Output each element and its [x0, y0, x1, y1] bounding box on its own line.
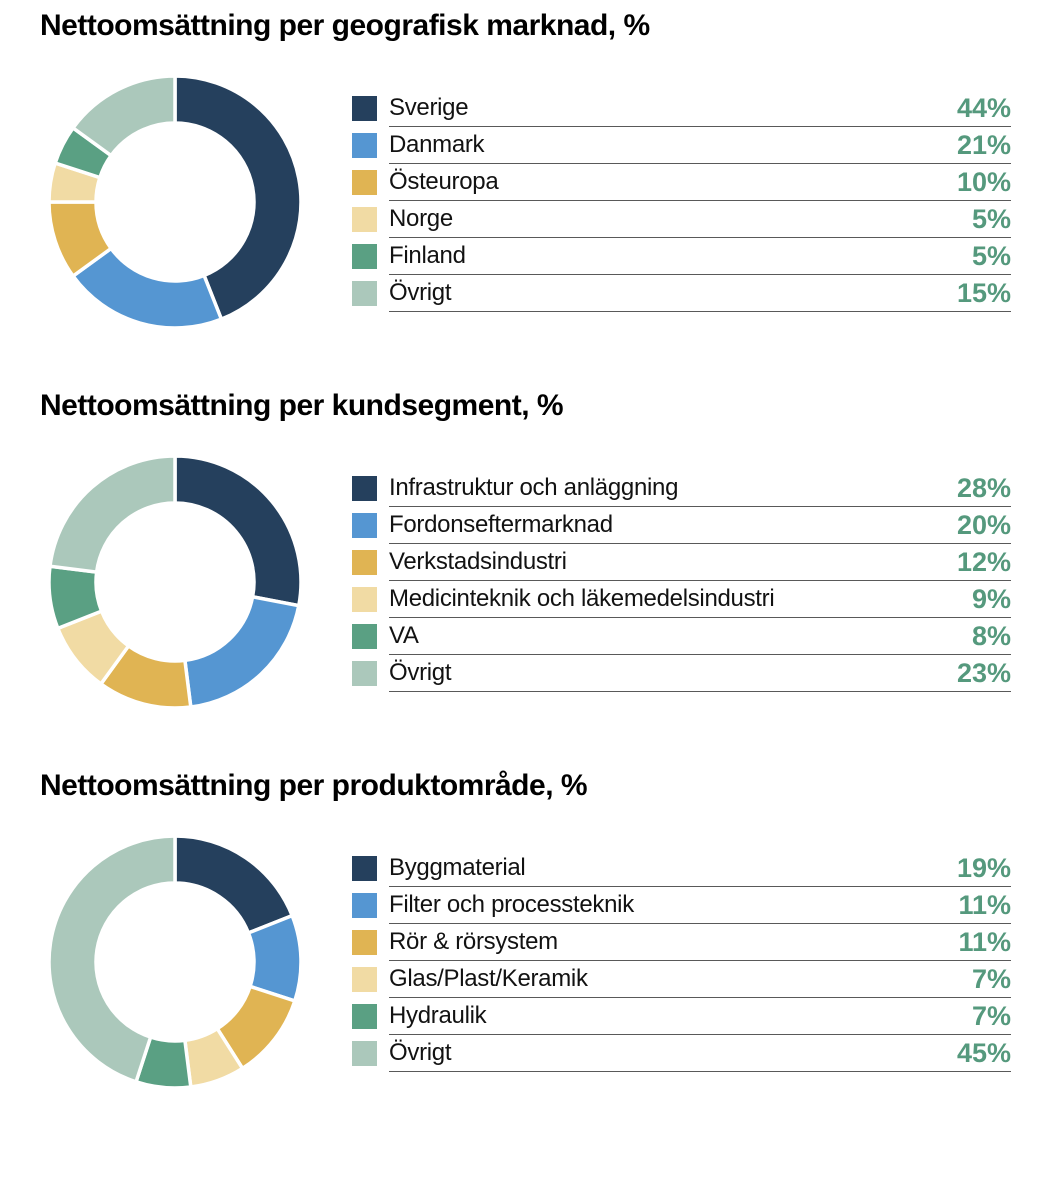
legend-divider-line — [389, 544, 1011, 581]
legend-divider-line — [389, 887, 1011, 924]
legend-row — [352, 618, 1011, 655]
legend-row — [352, 581, 1011, 618]
legend-row — [352, 164, 1011, 201]
donut-svg — [45, 452, 305, 712]
legend-value: 20% — [956, 509, 1011, 540]
donut-slice — [185, 597, 299, 707]
legend-label: Norge — [389, 205, 453, 232]
legend-value: 5% — [971, 240, 1011, 271]
legend-divider-line — [389, 238, 1011, 275]
legend-value: 10% — [956, 166, 1011, 197]
legend-label: Byggmaterial — [389, 854, 526, 881]
legend-swatch — [352, 170, 377, 195]
legend-swatch — [352, 476, 377, 501]
donut-svg — [45, 832, 305, 1092]
legend-swatch — [352, 207, 377, 232]
legend-row — [352, 998, 1011, 1035]
legend-label: Sverige — [389, 94, 469, 121]
legend-divider-line — [389, 850, 1011, 887]
legend-swatch — [352, 1041, 377, 1066]
donut-svg — [45, 72, 305, 332]
legend-row — [352, 238, 1011, 275]
legend-divider-line — [389, 655, 1011, 692]
legend-label: Finland — [389, 242, 466, 269]
legend-row — [352, 544, 1011, 581]
section-product-area — [0, 760, 1039, 1102]
legend-label: VA — [389, 622, 419, 649]
legend-label: Infrastruktur och anläggning — [389, 474, 679, 501]
legend-value: 11% — [958, 889, 1011, 920]
chart-legend — [352, 470, 1011, 692]
legend-swatch — [352, 624, 377, 649]
legend-row — [352, 655, 1011, 692]
legend-row — [352, 887, 1011, 924]
legend-swatch — [352, 244, 377, 269]
legend-label: Övrigt — [389, 659, 452, 686]
legend-divider-line — [389, 961, 1011, 998]
legend-divider-line — [389, 164, 1011, 201]
legend-value: 11% — [958, 926, 1011, 957]
legend-row — [352, 127, 1011, 164]
legend-swatch — [352, 661, 377, 686]
donut-chart — [45, 72, 305, 342]
legend-value: 15% — [956, 277, 1011, 308]
legend-label: Medicinteknik och läkemedelsindustri — [389, 585, 775, 612]
legend-value: 5% — [971, 203, 1011, 234]
legend-divider-line — [389, 1035, 1011, 1072]
legend-row — [352, 961, 1011, 998]
legend-label: Filter och processteknik — [389, 891, 634, 918]
legend-swatch — [352, 856, 377, 881]
legend-label: Fordonseftermarknad — [389, 511, 613, 538]
legend-divider-line — [389, 90, 1011, 127]
legend-divider-line — [389, 998, 1011, 1035]
legend-label: Danmark — [389, 131, 485, 158]
legend-row — [352, 850, 1011, 887]
legend-row — [352, 924, 1011, 961]
legend-swatch — [352, 281, 377, 306]
section-content — [40, 64, 1011, 342]
legend-divider-line — [389, 127, 1011, 164]
legend-label: Verkstadsindustri — [389, 548, 567, 575]
section-customer-segment — [0, 380, 1039, 722]
legend-swatch — [352, 550, 377, 575]
legend-label: Hydraulik — [389, 1002, 487, 1029]
legend-value: 45% — [956, 1037, 1011, 1068]
legend-row — [352, 470, 1011, 507]
legend-value: 7% — [971, 1000, 1011, 1031]
legend-divider-line — [389, 201, 1011, 238]
legend-swatch — [352, 967, 377, 992]
legend-value: 9% — [971, 583, 1011, 614]
legend-divider-line — [389, 275, 1011, 312]
legend-row — [352, 507, 1011, 544]
legend-value: 7% — [971, 963, 1011, 994]
legend-divider-line — [389, 581, 1011, 618]
legend-label: Övrigt — [389, 279, 452, 306]
section-content — [40, 444, 1011, 722]
legend-value: 8% — [971, 620, 1011, 651]
donut-slice — [175, 836, 292, 933]
legend-swatch — [352, 133, 377, 158]
legend-swatch — [352, 587, 377, 612]
donut-chart — [45, 832, 305, 1102]
legend-divider-line — [389, 470, 1011, 507]
legend-row — [352, 201, 1011, 238]
donut-slice — [175, 456, 301, 606]
legend-divider-line — [389, 507, 1011, 544]
legend-swatch — [352, 893, 377, 918]
legend-value: 44% — [956, 92, 1011, 123]
section-title: Nettoomsättning per kundsegment, % — [40, 389, 564, 422]
legend-row — [352, 90, 1011, 127]
legend-swatch — [352, 1004, 377, 1029]
donut-chart — [45, 452, 305, 722]
legend-label: Östeuropa — [389, 168, 499, 195]
chart-legend — [352, 90, 1011, 312]
legend-divider-line — [389, 618, 1011, 655]
legend-divider-line — [389, 924, 1011, 961]
chart-legend — [352, 850, 1011, 1072]
legend-swatch — [352, 96, 377, 121]
section-geographic-market — [0, 0, 1039, 342]
legend-value: 23% — [956, 657, 1011, 688]
section-content — [40, 824, 1011, 1102]
legend-value: 19% — [956, 852, 1011, 883]
donut-slice — [50, 456, 175, 572]
section-title: Nettoomsättning per produktområde, % — [40, 769, 588, 802]
legend-row — [352, 275, 1011, 312]
legend-label: Glas/Plast/Keramik — [389, 965, 588, 992]
legend-label: Övrigt — [389, 1039, 452, 1066]
legend-swatch — [352, 513, 377, 538]
legend-value: 28% — [956, 472, 1011, 503]
legend-value: 21% — [956, 129, 1011, 160]
legend-label: Rör & rörsystem — [389, 928, 558, 955]
legend-value: 12% — [956, 546, 1011, 577]
legend-row — [352, 1035, 1011, 1072]
legend-swatch — [352, 930, 377, 955]
section-title: Nettoomsättning per geografisk marknad, % — [40, 9, 650, 42]
